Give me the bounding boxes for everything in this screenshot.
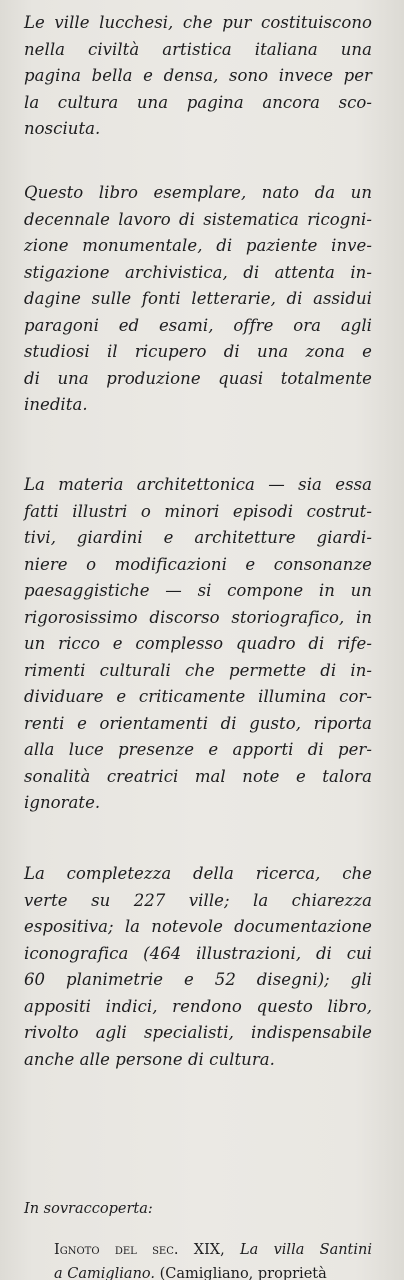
text-line: studiosi il ricupero di una zona e bbox=[24, 342, 372, 361]
text-line: renti e orientamenti di gusto, riporta bbox=[24, 713, 372, 733]
cover-credit-line bbox=[54, 1262, 372, 1280]
text-line: rigorosissimo discorso storiografico, in bbox=[24, 607, 372, 627]
text-line: stigazione archivistica, di attenta in- bbox=[24, 262, 372, 282]
text-line: decennale lavoro di sistematica ricogni- bbox=[24, 209, 372, 229]
text-line: anche alle persone di cultura. bbox=[24, 1049, 275, 1069]
text-line: Le ville lucchesi, che pur costituiscono bbox=[24, 13, 372, 32]
text-line: paragoni ed esami, offre ora agli bbox=[24, 315, 372, 335]
text-line: verte su 227 ville; la chiarezza bbox=[24, 890, 372, 910]
text-line: tivi, giardini e architetture giardi- bbox=[24, 528, 372, 547]
text-line: iconografica (464 illustrazioni, di cui bbox=[24, 943, 372, 963]
text-line: nella civiltà artistica italiana una bbox=[24, 39, 372, 59]
text-line: la cultura una pagina ancora sco- bbox=[24, 92, 372, 112]
text-line: niere o modificazioni e consonanze bbox=[24, 554, 372, 574]
cover-credit-author: Ignoto del sec. XIX, bbox=[54, 1242, 225, 1258]
text-line: dagine sulle fonti letterarie, di assidui bbox=[24, 289, 372, 308]
text-line: sonalità creatrici mal note e talora bbox=[24, 766, 372, 786]
text-line: un ricco e complesso quadro di rife- bbox=[24, 634, 372, 653]
text-line: alla luce presenze e apporti di per- bbox=[24, 740, 372, 759]
cover-credit-label: In sovraccoperta: bbox=[24, 1201, 153, 1217]
text-line: nosciuta. bbox=[24, 119, 101, 138]
text-line: Questo libro esemplare, nato da un bbox=[24, 183, 372, 202]
text-line: La materia architettonica — sia essa bbox=[24, 475, 372, 494]
text-line: di una produzione quasi totalmente bbox=[24, 368, 372, 388]
text-line: dividuare e criticamente illumina cor- bbox=[24, 687, 372, 706]
text-line: zione monumentale, di paziente inve- bbox=[24, 236, 372, 255]
cover-credit-line bbox=[54, 1238, 372, 1262]
text-line: ignorate. bbox=[24, 793, 101, 812]
cover-credit-title-continued: a Camigliano. bbox=[54, 1266, 156, 1280]
text-line: fatti illustri o minori episodi costrut- bbox=[24, 501, 372, 521]
text-line: paesaggistiche — si compone in un bbox=[24, 581, 372, 600]
text-line: La completezza della ricerca, che bbox=[24, 864, 372, 883]
text-line: rivolto agli specialisti, indispensabile bbox=[24, 1023, 372, 1042]
paragraph-book-description bbox=[24, 180, 372, 419]
paragraph-intro bbox=[24, 10, 372, 143]
text-line: rimenti culturali che permette di in- bbox=[24, 660, 372, 680]
text-line: appositi indici, rendono questo libro, bbox=[24, 996, 372, 1016]
paragraph-architecture bbox=[24, 472, 372, 817]
text-line: espositiva; la notevole documentazione bbox=[24, 917, 372, 936]
paragraph-completeness bbox=[24, 861, 372, 1073]
cover-credit-location: (Camigliano, proprietà bbox=[159, 1266, 327, 1280]
text-line: pagina bella e densa, sono invece per bbox=[24, 66, 372, 85]
cover-credit-title: La villa Santini bbox=[240, 1242, 372, 1258]
text-line: 60 planimetrie e 52 disegni); gli bbox=[24, 970, 372, 989]
text-line: inedita. bbox=[24, 395, 88, 414]
